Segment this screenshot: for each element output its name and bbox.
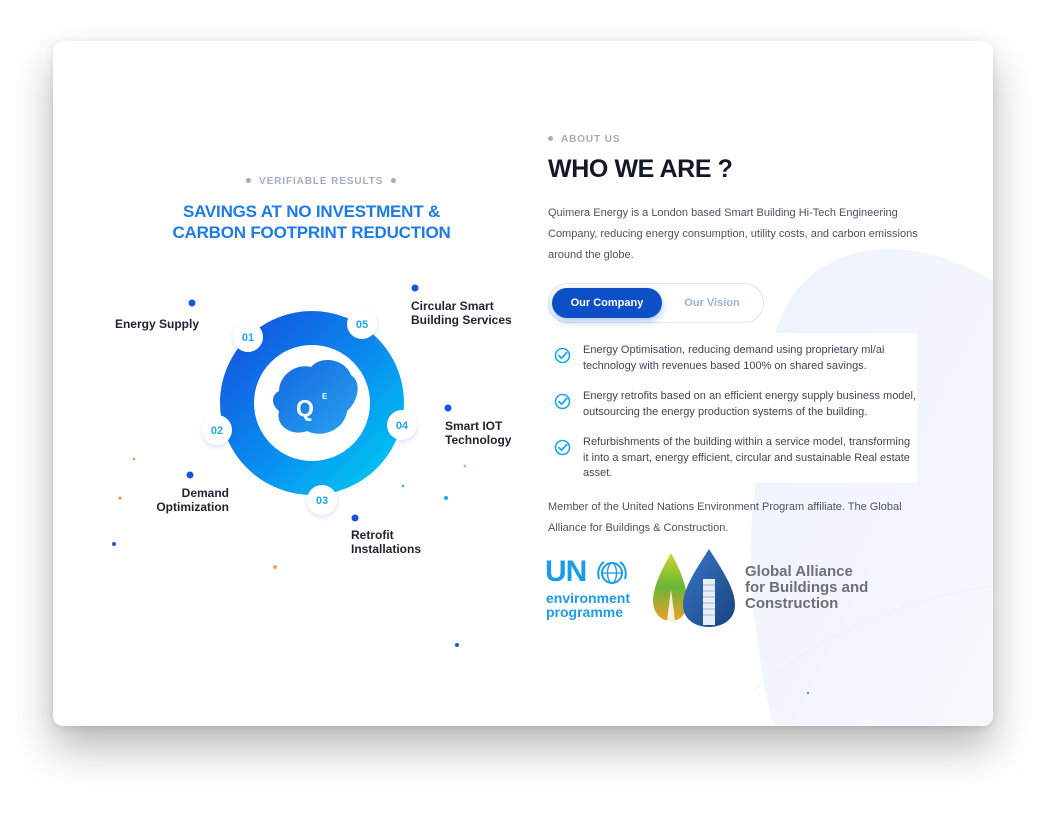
- savings-heading-line2: CARBON FOOTPRINT REDUCTION: [172, 223, 451, 242]
- eyebrow-dot-icon: [548, 136, 553, 141]
- intro-paragraph: Quimera Energy is a London based Smart Building Hi-Tech Engineering Company, reducing energy consumption, utility costs, and carbon emissions around the globe.: [548, 207, 918, 261]
- energy-cycle-diagram: [53, 41, 553, 726]
- un-globe-icon: [596, 559, 628, 587]
- step-badge-04: [387, 410, 417, 440]
- label-dot-icon: [352, 515, 359, 522]
- label-dot-icon: [412, 285, 419, 292]
- feature-text: Refurbishments of the building within a service model, transforming it into a smart, energy efficient, circular and sustainable Real estate asset.: [583, 436, 911, 479]
- step-label-energy-supply: [93, 317, 199, 331]
- ga-line1: Global Alliance: [745, 563, 853, 580]
- step-label-demand-optimization: [133, 486, 229, 514]
- step-num-04: 04: [395, 420, 409, 432]
- step-label-line1: Circular Smart: [411, 299, 494, 313]
- step-label-line2: Technology: [445, 433, 512, 447]
- step-num-03: 03: [315, 495, 329, 507]
- global-alliance-drops-icon: [651, 549, 741, 629]
- ga-line2: for Buildings and: [745, 579, 869, 596]
- about-section-card: [53, 41, 993, 726]
- eyebrow-text: VERIFIABLE RESULTS: [259, 176, 384, 187]
- feature-text: Energy Optimisation, reducing demand using proprietary ml/ai technology with revenues based 100% on shared savings.: [583, 344, 885, 372]
- page-title: WHO WE ARE ?: [548, 155, 733, 183]
- step-label-line1: Energy Supply: [114, 317, 199, 331]
- un-logo-line2: programme: [546, 604, 624, 620]
- check-circle-icon: [554, 347, 571, 364]
- tab-our-vision[interactable]: Our Vision: [684, 297, 740, 309]
- step-label-retrofit-installations: [351, 528, 421, 556]
- un-logo-text: UN: [545, 555, 587, 588]
- step-label-line2: Optimization: [156, 500, 229, 514]
- un-logo-line1: environment: [546, 590, 631, 606]
- step-num-01: 01: [241, 332, 255, 344]
- eyebrow-text: ABOUT US: [561, 134, 621, 145]
- background-blob: [751, 249, 993, 726]
- features-list: [546, 333, 917, 483]
- logo-sup: E: [322, 392, 328, 401]
- un-logo-subtext: [546, 591, 630, 619]
- ga-line3: Construction: [745, 595, 839, 612]
- step-label-smart-iot: [445, 419, 511, 447]
- company-vision-tabs: [548, 283, 764, 323]
- step-badge-02: [202, 415, 232, 445]
- label-dot-icon: [445, 405, 452, 412]
- membership-paragraph: Member of the United Nations Environment Program affiliate. The Global Alliance for Buildings & Construction.: [548, 501, 902, 534]
- check-circle-icon: [554, 393, 571, 410]
- savings-heading-line1: SAVINGS AT NO INVESTMENT &: [182, 202, 441, 221]
- label-dot-icon: [187, 472, 194, 479]
- step-label-line1: Smart IOT: [445, 419, 503, 433]
- step-label-line1: Retrofit: [351, 528, 394, 542]
- step-badge-05: [347, 309, 377, 339]
- about-us-eyebrow: [541, 134, 620, 145]
- tab-our-company[interactable]: Our Company: [552, 288, 662, 318]
- feature-text: Energy retrofits based on an efficient energy supply business model, outsourcing the energy production systems of the building.: [583, 390, 917, 418]
- step-label-circular-smart: [411, 299, 512, 327]
- step-label-line1: Demand: [181, 486, 229, 500]
- step-label-line2: Installations: [351, 542, 422, 556]
- label-dot-icon: [189, 300, 196, 307]
- check-circle-icon: [554, 439, 571, 456]
- step-label-line2: Building Services: [411, 313, 512, 327]
- step-num-02: 02: [210, 425, 224, 437]
- step-badge-01: [233, 322, 263, 352]
- global-alliance-logo[interactable]: [651, 549, 869, 634]
- global-alliance-text: [745, 564, 868, 612]
- logo-mark: Q: [296, 395, 314, 421]
- step-badge-03: [307, 485, 337, 515]
- step-num-05: 05: [355, 319, 369, 331]
